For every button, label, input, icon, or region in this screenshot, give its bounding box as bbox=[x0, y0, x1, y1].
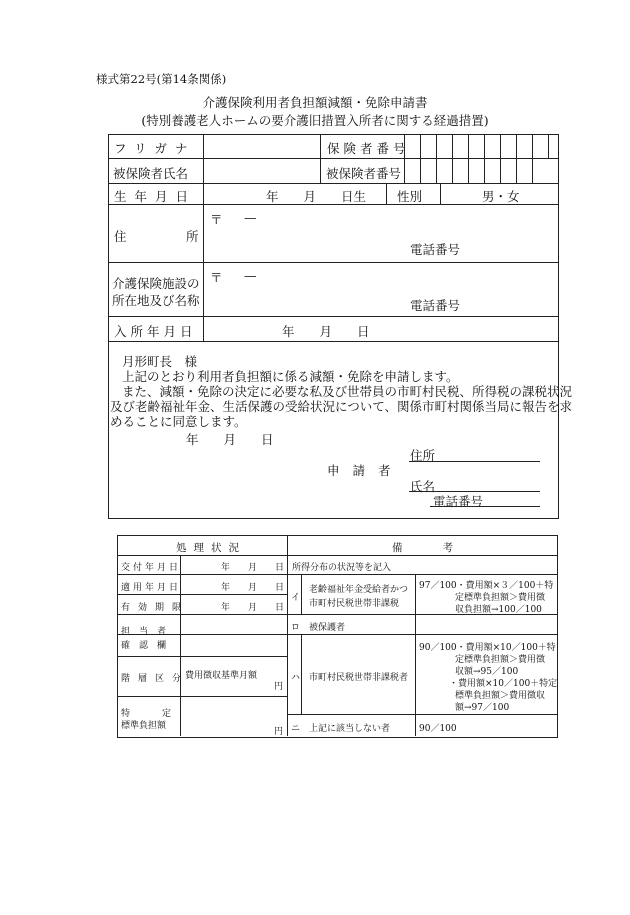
special-label-line2: 標準負担額 bbox=[121, 721, 167, 731]
gender-value[interactable]: 男・女 bbox=[482, 189, 520, 204]
address-label-2: 所 bbox=[186, 229, 199, 244]
applicant-address-line[interactable] bbox=[409, 461, 540, 462]
special-label-line1: 特定 bbox=[121, 709, 204, 719]
insurer-number-label: 保険者番号 bbox=[327, 141, 410, 156]
birth-date-label: 生年月日 bbox=[114, 189, 197, 204]
category-ha-label: 市町村民税世帯非課税者 bbox=[309, 673, 409, 683]
category-ro-mark: ロ bbox=[291, 623, 301, 633]
facility-label-line1: 介護保険施設の bbox=[112, 276, 200, 291]
form-subtitle: (特別養護老人ホームの要介護旧措置入所者に関する経過措置) bbox=[141, 113, 489, 128]
facility-postal-dash: — bbox=[244, 268, 257, 283]
form-number: 様式第22号(第14条関係) bbox=[96, 72, 227, 86]
tier-value[interactable]: 費用徴収基準月額 bbox=[185, 671, 258, 681]
remarks-header: 備考 bbox=[392, 542, 493, 554]
insured-name-label: 被保険者氏名 bbox=[113, 166, 189, 181]
staff-confirm-field[interactable] bbox=[182, 616, 285, 654]
facility-postal-mark: 〒 bbox=[210, 270, 223, 285]
staff-label-line2: 確認欄 bbox=[121, 641, 176, 651]
tier-yen: 円 bbox=[274, 682, 284, 692]
category-i-rule-line2: 定標準負担額＞費用徴 bbox=[455, 593, 546, 603]
admission-date-label: 入所年月日 bbox=[114, 324, 197, 339]
facility-field[interactable] bbox=[205, 264, 555, 314]
issue-date-value[interactable]: 年 月 日 bbox=[221, 563, 285, 573]
staff-label-line1: 担当者 bbox=[121, 627, 176, 637]
addressee: 月形町長 様 bbox=[122, 354, 198, 369]
category-i-mark: イ bbox=[291, 593, 301, 603]
admission-date-value[interactable]: 年 月 日 bbox=[282, 324, 370, 339]
furigana-label: フリガナ bbox=[114, 141, 196, 156]
facility-phone-label: 電話番号 bbox=[410, 298, 461, 313]
category-i-rule-line1: 97／100・費用額×３／100＋特 bbox=[419, 581, 554, 591]
category-ha-rule-line1: 90／100・費用額×10／100＋特 bbox=[419, 643, 556, 653]
address-label-1: 住 bbox=[114, 229, 127, 244]
category-ha-rule-line2: 定標準負担額＞費用徴 bbox=[455, 655, 546, 665]
insured-name-field[interactable] bbox=[205, 160, 318, 181]
declaration-line4: めることに同意します。 bbox=[110, 414, 247, 429]
tier-label: 階層区分 bbox=[121, 674, 190, 684]
category-i-line2: 市町村民税世帯非課税 bbox=[309, 599, 400, 609]
declaration-line2: また、減額・免除の決定に必要な私及び世帯員の市町村民税、所得税の課税状況 bbox=[122, 384, 573, 399]
insurer-number-field[interactable] bbox=[406, 136, 546, 156]
address-field[interactable] bbox=[205, 206, 555, 260]
category-i-rule-line3: 収負担額→100／100 bbox=[455, 605, 542, 615]
birth-date-value[interactable]: 年 月 日生 bbox=[266, 189, 367, 204]
processing-status-header: 処理状況 bbox=[176, 542, 246, 554]
insured-number-field[interactable] bbox=[406, 160, 556, 181]
apply-date-label: 適用年月日 bbox=[121, 583, 182, 593]
remarks-note: 所得分布の状況等を記入 bbox=[292, 563, 392, 573]
form-title: 介護保険利用者負担額減額・免除申請書 bbox=[202, 95, 428, 110]
address-phone-label: 電話番号 bbox=[410, 242, 461, 257]
facility-label-line2: 所在地及び名称 bbox=[112, 293, 200, 308]
applicant-label: 申請者 bbox=[327, 463, 404, 478]
category-ro-label: 被保護者 bbox=[309, 623, 346, 633]
applicant-address-label: 住所 bbox=[410, 448, 436, 463]
apply-date-value[interactable]: 年 月 日 bbox=[221, 583, 285, 593]
applicant-name-label: 氏名 bbox=[410, 479, 436, 494]
declaration-date[interactable]: 年 月 日 bbox=[186, 432, 274, 447]
issue-date-label: 交付年月日 bbox=[121, 563, 182, 573]
postal-mark: 〒 bbox=[210, 212, 223, 227]
applicant-phone-line[interactable] bbox=[430, 506, 540, 507]
gender-label: 性別 bbox=[397, 189, 423, 204]
category-i-line1: 老齢福祉年金受給者かつ bbox=[309, 585, 409, 595]
valid-period-label: 有効期限 bbox=[121, 603, 190, 613]
declaration-line1: 上記のとおり利用者負担額に係る減額・免除を申請します。 bbox=[122, 369, 459, 384]
category-ha-rule-line3: 収額→95／100 bbox=[455, 667, 519, 677]
category-ni-mark: ニ bbox=[291, 724, 301, 734]
category-ni-rule: 90／100 bbox=[419, 724, 457, 734]
special-yen: 円 bbox=[274, 727, 284, 737]
valid-period-value[interactable]: 年 月 日 bbox=[221, 603, 285, 613]
furigana-field[interactable] bbox=[205, 136, 318, 156]
declaration-line3: 及び老齢福祉年金、生活保護の受給状況について、関係市町村関係当局に報告を求 bbox=[110, 399, 573, 414]
applicant-phone-label: 電話番号 bbox=[433, 494, 484, 509]
category-ha-rule-line5: 標準負担額＞費用徴収 bbox=[455, 691, 546, 701]
insured-number-label: 被保険者番号 bbox=[326, 166, 402, 181]
category-ni-label: 上記に該当しない者 bbox=[309, 724, 391, 734]
category-ha-rule-line4: ・費用額×10／100＋特定 bbox=[449, 679, 558, 689]
postal-dash: — bbox=[244, 210, 257, 225]
category-ha-mark: ハ bbox=[291, 673, 301, 683]
category-ha-rule-line6: 額→97／100 bbox=[455, 703, 510, 713]
